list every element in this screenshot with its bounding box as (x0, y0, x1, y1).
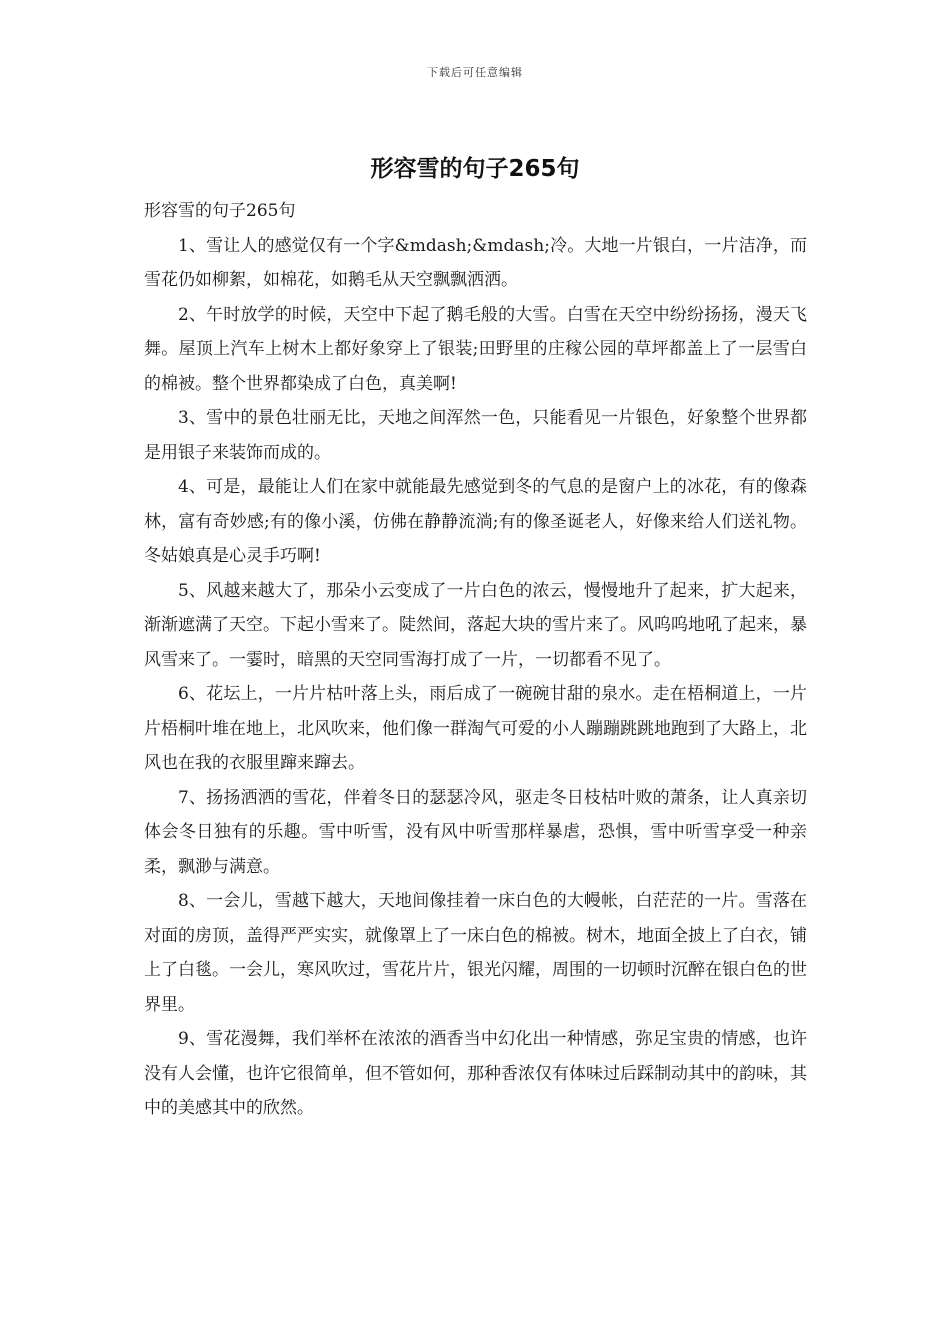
document-subtitle: 形容雪的句子265句 (144, 201, 296, 221)
header-note: 下载后可任意编辑 (427, 66, 523, 79)
paragraph-5: 5、风越来越大了，那朵小云变成了一片白色的浓云，慢慢地升了起来，扩大起来，渐渐遮满了天空。下起小雪来了。陡然间，落起大块的雪片来了。风呜呜地吼了起来，暴风雪来了。一霎时，暗黑的天空同雪海打成了一片，一切都看不见了。 (144, 580, 807, 670)
paragraph-4: 4、可是，最能让人们在家中就能最先感觉到冬的气息的是窗户上的冰花，有的像森林，富有奇妙感;有的像小溪，仿佛在静静流淌;有的像圣诞老人，好像来给人们送礼物。冬姑娘真是心灵手巧啊! (144, 477, 807, 566)
paragraph-7: 7、扬扬洒洒的雪花，伴着冬日的瑟瑟冷风，驱走冬日枝枯叶败的萧条，让人真亲切体会冬日独有的乐趣。雪中听雪，没有风中听雪那样暴虐，恐惧，雪中听雪享受一种亲柔，飘渺与满意。 (144, 787, 807, 877)
paragraph-6: 6、花坛上，一片片枯叶落上头，雨后成了一碗碗甘甜的泉水。走在梧桐道上，一片片梧桐叶堆在地上，北风吹来，他们像一群淘气可爱的小人蹦蹦跳跳地跑到了大路上，北风也在我的衣服里蹿来蹿去。 (144, 684, 807, 773)
page-title: 形容雪的句子265句 (370, 156, 580, 182)
paragraph-1: 1、雪让人的感觉仅有一个字&mdash;&mdash;冷。大地一片银白，一片洁净，而雪花仍如柳絮，如棉花，如鹅毛从天空飘飘洒洒。 (144, 235, 807, 290)
document-body (144, 194, 807, 1126)
paragraph-9: 9、雪花漫舞，我们举杯在浓浓的酒香当中幻化出一种情感，弥足宝贵的情感，也许没有人会懂，也许它很简单，但不管如何，那种香浓仅有体味过后踩制动其中的韵味，其中的美感其中的欣然。 (144, 1029, 807, 1118)
paragraph-8: 8、一会儿，雪越下越大，天地间像挂着一床白色的大幔帐，白茫茫的一片。雪落在对面的房顶，盖得严严实实，就像罩上了一床白色的棉被。树木，地面全披上了白衣，铺上了白毯。一会儿，寒风吹过，雪花片片，银光闪耀，周围的一切顿时沉醉在银白色的世界里。 (144, 891, 807, 1015)
paragraph-2: 2、午时放学的时候，天空中下起了鹅毛般的大雪。白雪在天空中纷纷扬扬，漫天飞舞。屋顶上汽车上树木上都好象穿上了银装;田野里的庄稼公园的草坪都盖上了一层雪白的棉被。整个世界都染成了白色，真美啊! (144, 304, 807, 394)
paragraph-3: 3、雪中的景色壮丽无比，天地之间浑然一色，只能看见一片银色，好象整个世界都是用银子来装饰而成的。 (144, 408, 807, 463)
